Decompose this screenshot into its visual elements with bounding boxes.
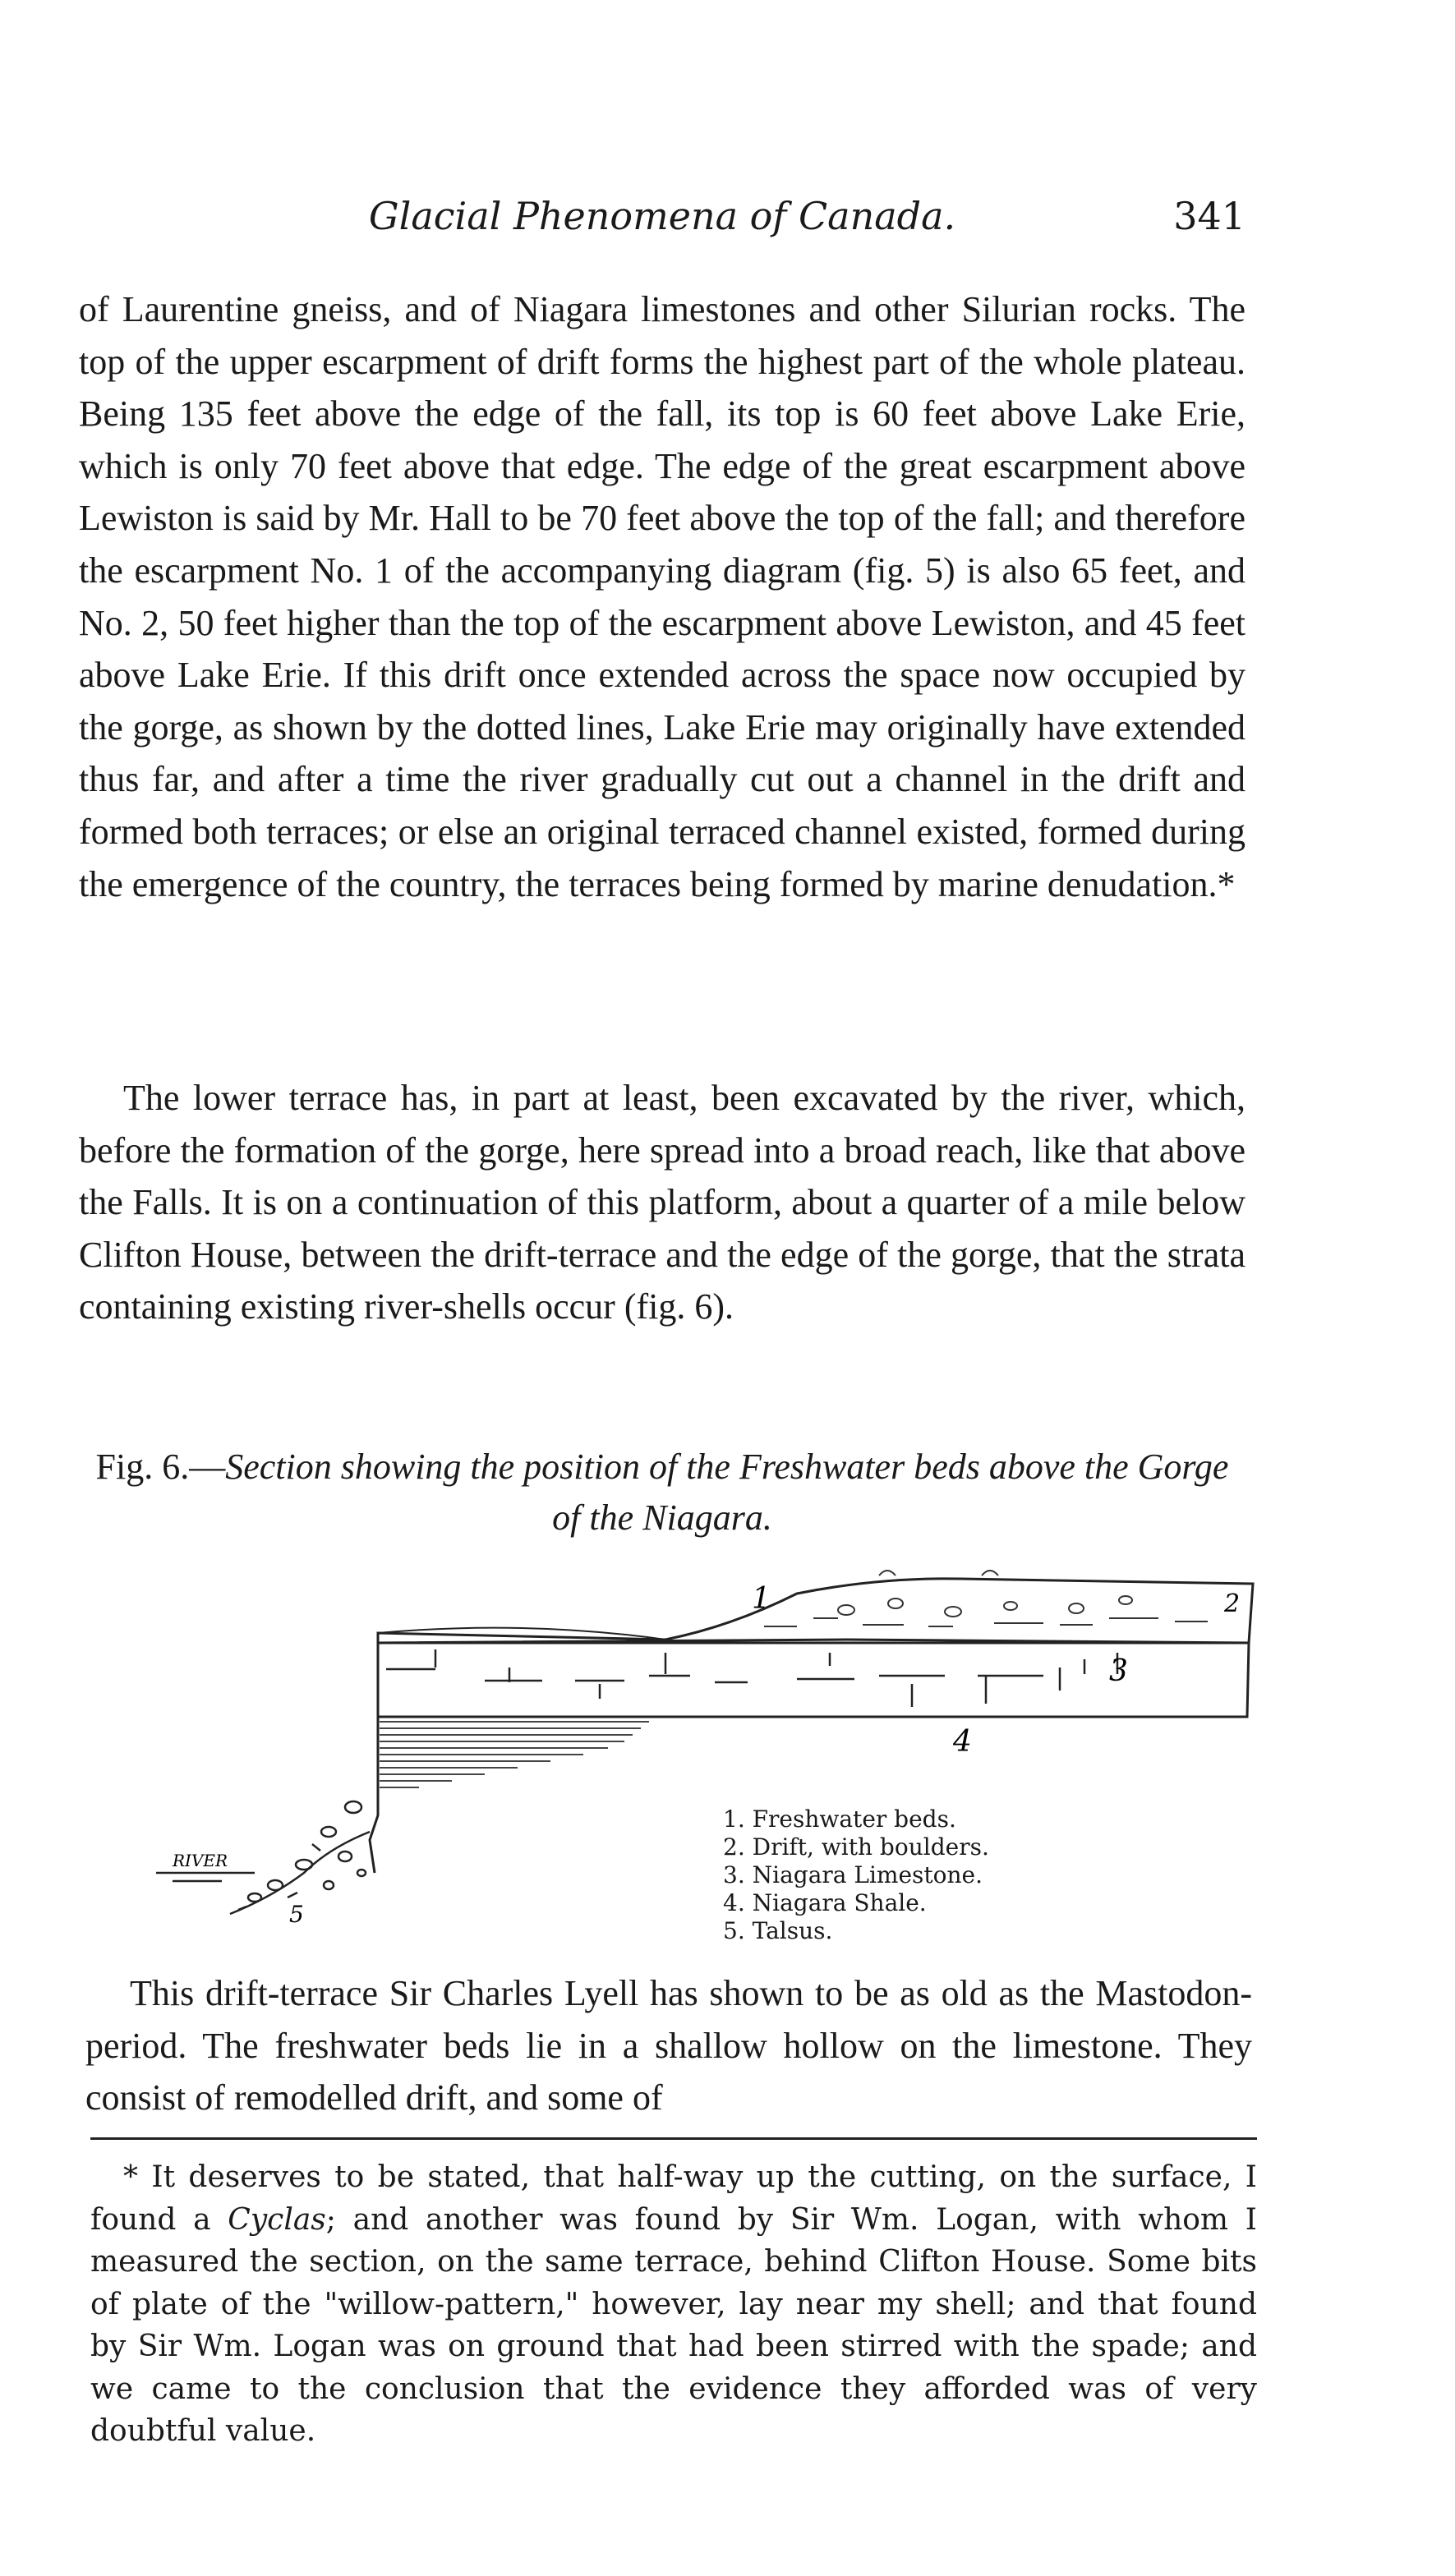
running-title: Glacial Phenomena of Canada. <box>368 194 956 238</box>
legend-item-freshwater: 1. Freshwater beds. <box>723 1806 956 1833</box>
legend-item-shale: 4. Niagara Shale. <box>723 1889 927 1916</box>
shale-hatching <box>380 1722 649 1787</box>
marker-freshwater: 1 <box>752 1582 771 1616</box>
footnote-species: Cyclas <box>228 2202 326 2237</box>
footnote-rule <box>90 2137 1257 2140</box>
figure-caption <box>79 1442 1245 1543</box>
river-surface <box>156 1873 255 1881</box>
body-paragraph-3: This drift-terrace Sir Charles Lyell has shown to be as old as the Mastodon-period. The freshwater beds lie in a shallow hollow on the limestone. They consist of remodelled drift, and some of <box>85 1973 1252 2118</box>
river-label: RIVER <box>173 1851 228 1870</box>
body-paragraph-1: of Laurentine gneiss, and of Niagara limestones and other Silurian rocks. The top of the upper escarpment of drift forms the highest part of the whole plateau. Being 135 feet above the edge of the fall, its top is 60 feet above Lake Erie, which is only 70 feet above that edge. The edge of the great escarpment above Lewiston is said by Mr. Hall to be 70 feet above the top of the fall; and therefore the escarpment No. 1 of the accompanying diagram (fig. 5) is also 65 feet, and No. 2, 50 feet higher than the top of the escarpment above Lewiston, and 45 feet above Lake Erie. If this drift once extended across the space now occupied by the gorge, as shown by the dotted lines, Lake Erie may originally have extended thus far, and after a time the river gradually cut out a channel in the drift and formed both terraces; or else an original terraced channel existed, formed during the emergence of the country, the terraces being formed by marine denudation.* <box>79 289 1245 904</box>
limestone-joints <box>386 1649 1117 1707</box>
marker-shale: 4 <box>953 1725 972 1759</box>
footnote-text-after: ; and another was found by Sir Wm. Logan, with whom I measured the section, on the same terrace, behind Clifton House. Some bits of plate of the "willow-pattern," however, lay near my shell; and that found by Sir Wm. Logan was on ground that had been stirred with the spade; and we came to the conclusion that the evidence they afforded was of very doubtful value. <box>90 2202 1257 2448</box>
talus-slope <box>230 1801 370 1914</box>
section-diagram <box>140 1561 1273 1939</box>
legend-item-talus: 5. Talsus. <box>723 1917 833 1944</box>
page-number: 341 <box>1173 194 1245 238</box>
body-paragraph-2: The lower terrace has, in part at least, been excavated by the river, which, before the formation of the gorge, here spread into a broad reach, like that above the Falls. It is on a continuation of this platform, about a quarter of a mile below Clifton House, between the drift-terrace and the edge of the gorge, that the strata containing existing river-shells occur (fig. 6). <box>79 1078 1245 1327</box>
marker-talus: 5 <box>289 1901 304 1928</box>
legend-item-drift: 2. Drift, with boulders. <box>723 1833 989 1861</box>
marker-drift: 2 <box>1224 1589 1241 1618</box>
footnote-text-before: It deserves to be stated, that half-way up the cutting, on the surface, I found a <box>90 2160 1257 2237</box>
drift-hill <box>378 1579 1253 1643</box>
figure-legend <box>723 1806 1068 1945</box>
figure-caption-text: Section showing the position of the Freshwater beds above the Gorge of the Niagara. <box>225 1447 1229 1538</box>
running-head <box>79 187 1245 245</box>
marker-limestone: 3 <box>1109 1654 1128 1688</box>
footnote-marker: * <box>123 2160 138 2194</box>
legend-item-limestone: 3. Niagara Limestone. <box>723 1861 983 1888</box>
footnote <box>90 2156 1257 2453</box>
gorge-cliff <box>370 1643 378 1873</box>
figure-label: Fig. 6.— <box>95 1447 226 1487</box>
